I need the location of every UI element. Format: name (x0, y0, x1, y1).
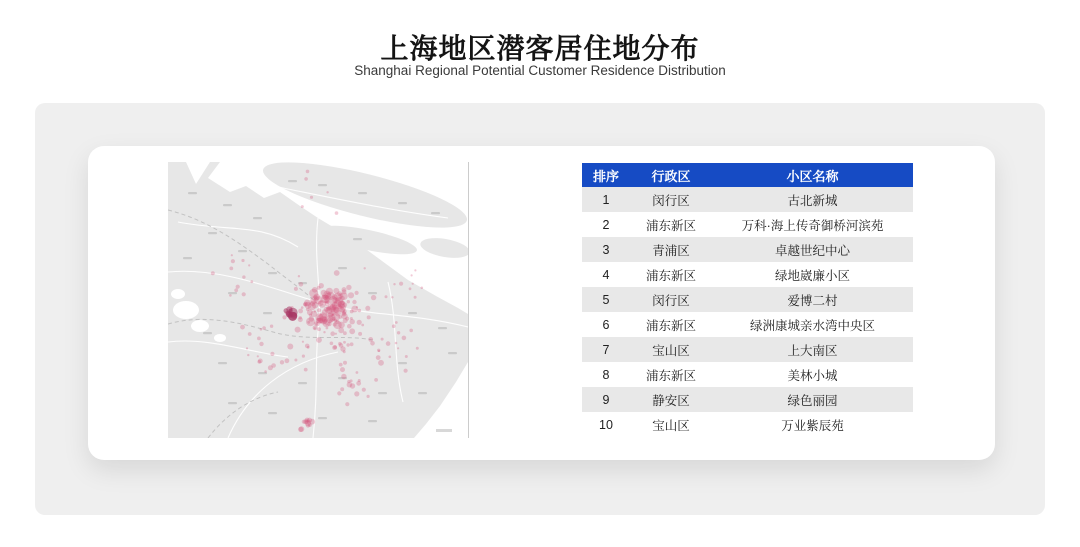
customer-dot (347, 380, 350, 383)
town-label-mark (418, 392, 427, 394)
header-rank: 排序 (582, 163, 630, 187)
customer-dot (350, 342, 354, 346)
customer-dot (343, 361, 347, 365)
customer-dot (340, 296, 345, 301)
customer-dot (314, 310, 316, 312)
town-label-mark (398, 362, 407, 364)
customer-dot (325, 323, 327, 325)
town-label-mark (378, 392, 387, 394)
customer-dot (409, 287, 412, 290)
customer-dot (343, 331, 347, 335)
community-cell: 美林小城 (787, 368, 838, 383)
customer-dot (288, 309, 292, 313)
customer-dot (325, 299, 330, 304)
customer-dot (347, 324, 352, 329)
district-cell: 闵行区 (652, 193, 690, 208)
customer-dot (306, 170, 310, 174)
customer-dot (282, 315, 286, 319)
customer-dot (294, 359, 297, 362)
table-row (582, 312, 913, 337)
town-label-mark (218, 362, 227, 364)
town-label-mark (228, 292, 237, 294)
customer-dot (303, 303, 307, 307)
customer-dot (337, 391, 341, 395)
customer-dot (361, 324, 364, 327)
town-label-mark (203, 332, 212, 334)
customer-dot (378, 350, 380, 352)
customer-dot (307, 310, 313, 316)
customer-dot (304, 368, 308, 372)
town-label-mark (368, 420, 377, 422)
customer-dot (246, 347, 248, 349)
district-cell: 浦东新区 (645, 268, 696, 283)
town-label-mark (183, 257, 192, 259)
customer-dot (298, 309, 303, 314)
map-canvas (168, 162, 468, 438)
customer-dot (333, 288, 339, 294)
customer-dot (322, 309, 328, 315)
customer-dot (309, 316, 314, 321)
customer-dot (374, 378, 378, 382)
customer-dot (358, 379, 361, 382)
customer-dot (280, 360, 284, 364)
customer-dot (326, 191, 328, 193)
customer-dot (339, 363, 343, 367)
customer-dot (327, 317, 333, 323)
district-cell: 浦东新区 (645, 218, 696, 233)
customer-dot (393, 283, 395, 285)
customer-dot (414, 269, 416, 271)
customer-dot (301, 205, 304, 208)
customer-dot (316, 337, 322, 343)
customer-dot (294, 287, 298, 291)
customer-dot (248, 332, 252, 336)
town-label-mark (223, 204, 232, 206)
customer-dot (399, 282, 403, 286)
customer-dot (270, 352, 274, 356)
customer-dot (350, 383, 355, 388)
table-row (582, 187, 913, 212)
customer-dot (348, 292, 354, 298)
rank-cell: 3 (602, 242, 610, 257)
customer-dot (397, 331, 400, 334)
customer-dot (319, 283, 324, 288)
rank-cell: 5 (602, 292, 610, 307)
customer-dot (211, 271, 215, 275)
customer-dot (310, 196, 313, 199)
customer-dot (343, 341, 346, 344)
customer-dot (346, 343, 349, 346)
town-label-mark (298, 382, 307, 384)
map-attribution (436, 429, 452, 432)
rank-cell: 10 (599, 417, 613, 432)
customer-dot (337, 304, 342, 309)
customer-dot (288, 312, 297, 321)
customer-dot (285, 358, 290, 363)
customer-dot (264, 370, 267, 373)
customer-dot (409, 329, 413, 333)
customer-dot (367, 315, 371, 319)
table-row (582, 262, 913, 287)
customer-dot (341, 374, 346, 379)
header-community: 小区名称 (712, 163, 913, 187)
customer-dot (342, 287, 347, 292)
customer-dot (231, 259, 235, 263)
town-label-mark (268, 412, 277, 414)
customer-dot (332, 317, 336, 321)
customer-dot (378, 360, 384, 366)
town-label-mark (318, 184, 327, 186)
customer-dot (367, 395, 370, 398)
customer-dot (346, 285, 351, 290)
customer-dot (405, 355, 408, 358)
town-label-mark (288, 180, 297, 182)
town-label-mark (398, 202, 407, 204)
customer-dot (299, 282, 304, 287)
district-cell: 静安区 (652, 393, 690, 408)
town-label-mark (208, 232, 217, 234)
customer-dot (259, 342, 263, 346)
customer-dot (299, 426, 305, 432)
town-label-mark (408, 312, 417, 314)
district-cell: 闵行区 (652, 293, 690, 308)
customer-dot (414, 296, 417, 299)
customer-dot (350, 319, 355, 324)
customer-dot (248, 264, 250, 266)
customer-dot (381, 338, 384, 341)
community-cell: 爱博二村 (787, 293, 838, 308)
rank-cell: 6 (602, 317, 610, 332)
customer-dot (347, 300, 350, 303)
community-cell: 卓越世纪中心 (774, 243, 850, 258)
customer-dot (368, 337, 373, 342)
town-label-mark (358, 192, 367, 194)
customer-dot (338, 315, 342, 319)
customer-dot (287, 344, 293, 350)
customer-dot (298, 275, 300, 277)
customer-dot (355, 291, 359, 295)
customer-dot (357, 320, 362, 325)
customer-dot (308, 302, 316, 310)
customer-dot (411, 274, 413, 276)
town-label-mark (263, 312, 272, 314)
town-label-mark (238, 250, 247, 252)
customer-dot (326, 327, 329, 330)
town-label-mark (431, 212, 440, 214)
customer-dot (302, 355, 305, 358)
customer-dot (362, 388, 366, 392)
customer-dot (234, 288, 238, 292)
table-row (582, 237, 913, 262)
customer-dot (242, 275, 245, 278)
customer-dot (365, 306, 370, 311)
town-label-mark (253, 217, 262, 219)
customer-dot (421, 287, 424, 290)
customer-dot (332, 297, 338, 303)
customer-dot (301, 306, 304, 309)
customer-dot (240, 325, 245, 330)
table-row (582, 337, 913, 362)
customer-dot (302, 341, 304, 343)
customer-dot (317, 308, 321, 312)
community-cell: 万业紫辰苑 (781, 418, 844, 433)
customer-dot (327, 309, 333, 315)
customer-dot (229, 294, 232, 297)
district-cell: 青浦区 (652, 243, 690, 258)
table-row (582, 412, 913, 437)
community-cell: 绿地崴廉小区 (774, 268, 850, 283)
town-label-mark (318, 417, 327, 419)
shanghai-map (168, 162, 469, 438)
header-district: 行政区 (630, 163, 712, 187)
district-cell: 浦东新区 (645, 318, 696, 333)
customer-dot (295, 327, 301, 333)
district-cell: 宝山区 (652, 418, 690, 433)
customer-dot (391, 296, 393, 298)
customer-dot (404, 369, 408, 373)
customer-dot (317, 327, 321, 331)
customer-dot (270, 325, 273, 328)
customer-dot (241, 259, 244, 262)
customer-dot (340, 387, 344, 391)
customer-dot (350, 317, 353, 320)
customer-dot (335, 333, 337, 335)
customer-dot (307, 346, 310, 349)
page-title: 上海地区潜客居住地分布 (380, 33, 700, 64)
customer-dot (229, 267, 233, 271)
customer-dot (412, 283, 414, 285)
table-row (582, 212, 913, 237)
customer-dot (316, 297, 319, 300)
customer-dot (334, 270, 340, 276)
customer-dot (330, 342, 334, 346)
customer-dot (303, 419, 308, 424)
customer-dot (236, 285, 240, 289)
customer-dot (322, 295, 324, 297)
customer-dot (338, 342, 342, 346)
rank-cell: 8 (602, 367, 610, 382)
customer-dot (250, 280, 253, 283)
customer-dot (395, 321, 398, 324)
customer-dot (304, 177, 308, 181)
table-row (582, 287, 913, 312)
ranking-table (582, 163, 913, 437)
table-header-row (582, 163, 913, 187)
customer-dot (395, 342, 398, 345)
customer-dot (313, 325, 318, 330)
customer-dot (257, 355, 259, 357)
customer-dot (330, 331, 335, 336)
community-cell: 上大南区 (787, 343, 838, 358)
customer-dot (392, 324, 396, 328)
customer-dot (371, 295, 376, 300)
table-row (582, 387, 913, 412)
town-label-mark (188, 192, 197, 194)
customer-dot (332, 345, 337, 350)
customer-dot (260, 328, 263, 331)
rank-cell: 1 (602, 192, 610, 207)
customer-dot (389, 356, 392, 359)
customer-dot (364, 267, 366, 269)
town-label-mark (353, 238, 362, 240)
town-label-mark (268, 272, 277, 274)
customer-dot (242, 292, 246, 296)
content-card (88, 146, 995, 460)
town-label-mark (368, 292, 377, 294)
customer-dot (268, 365, 273, 370)
rank-cell: 7 (602, 342, 610, 357)
customer-dot (397, 347, 399, 349)
customer-dot (358, 309, 361, 312)
customer-dot (385, 295, 388, 298)
town-label-mark (338, 267, 347, 269)
customer-dot (345, 402, 349, 406)
customer-dot (313, 299, 316, 302)
customer-dot (342, 303, 347, 308)
town-label-mark (438, 327, 447, 329)
customer-dot (356, 371, 359, 374)
community-cell: 万科·海上传奇御桥河滨苑 (741, 218, 884, 233)
customer-dot (333, 323, 337, 327)
customer-dot (335, 211, 339, 215)
customer-dot (323, 331, 325, 333)
customer-dot (349, 328, 355, 334)
customer-dot (315, 322, 319, 326)
customer-dot (257, 337, 261, 341)
community-cell: 绿色丽园 (787, 393, 838, 408)
rank-cell: 4 (602, 267, 610, 282)
community-cell: 古北新城 (787, 193, 838, 208)
customer-dot (416, 347, 419, 350)
customer-dot (340, 346, 345, 351)
customer-dot (247, 354, 249, 356)
customer-dot (298, 317, 303, 322)
town-label-mark (228, 402, 237, 404)
page-subtitle: Shanghai Regional Potential Customer Residence Distribution (354, 63, 726, 78)
customer-dot (307, 321, 310, 324)
customer-dot (262, 326, 266, 330)
customer-dot (352, 300, 356, 304)
rank-cell: 9 (602, 392, 610, 407)
customer-dot (358, 332, 362, 336)
customer-dot (343, 318, 348, 323)
district-cell: 宝山区 (652, 343, 690, 358)
customer-dot (258, 359, 263, 364)
table-row (582, 362, 913, 387)
customer-dot (356, 306, 358, 308)
customer-dot (386, 341, 391, 346)
district-cell: 浦东新区 (645, 368, 696, 383)
town-label-mark (448, 352, 457, 354)
customer-dot (376, 355, 381, 360)
community-cell: 绿洲康城亲水湾中央区 (749, 318, 875, 333)
customer-dot (354, 391, 359, 396)
customer-dot (402, 336, 407, 341)
rank-cell: 2 (602, 217, 610, 232)
customer-dot (340, 367, 345, 372)
customer-dot (231, 254, 233, 256)
